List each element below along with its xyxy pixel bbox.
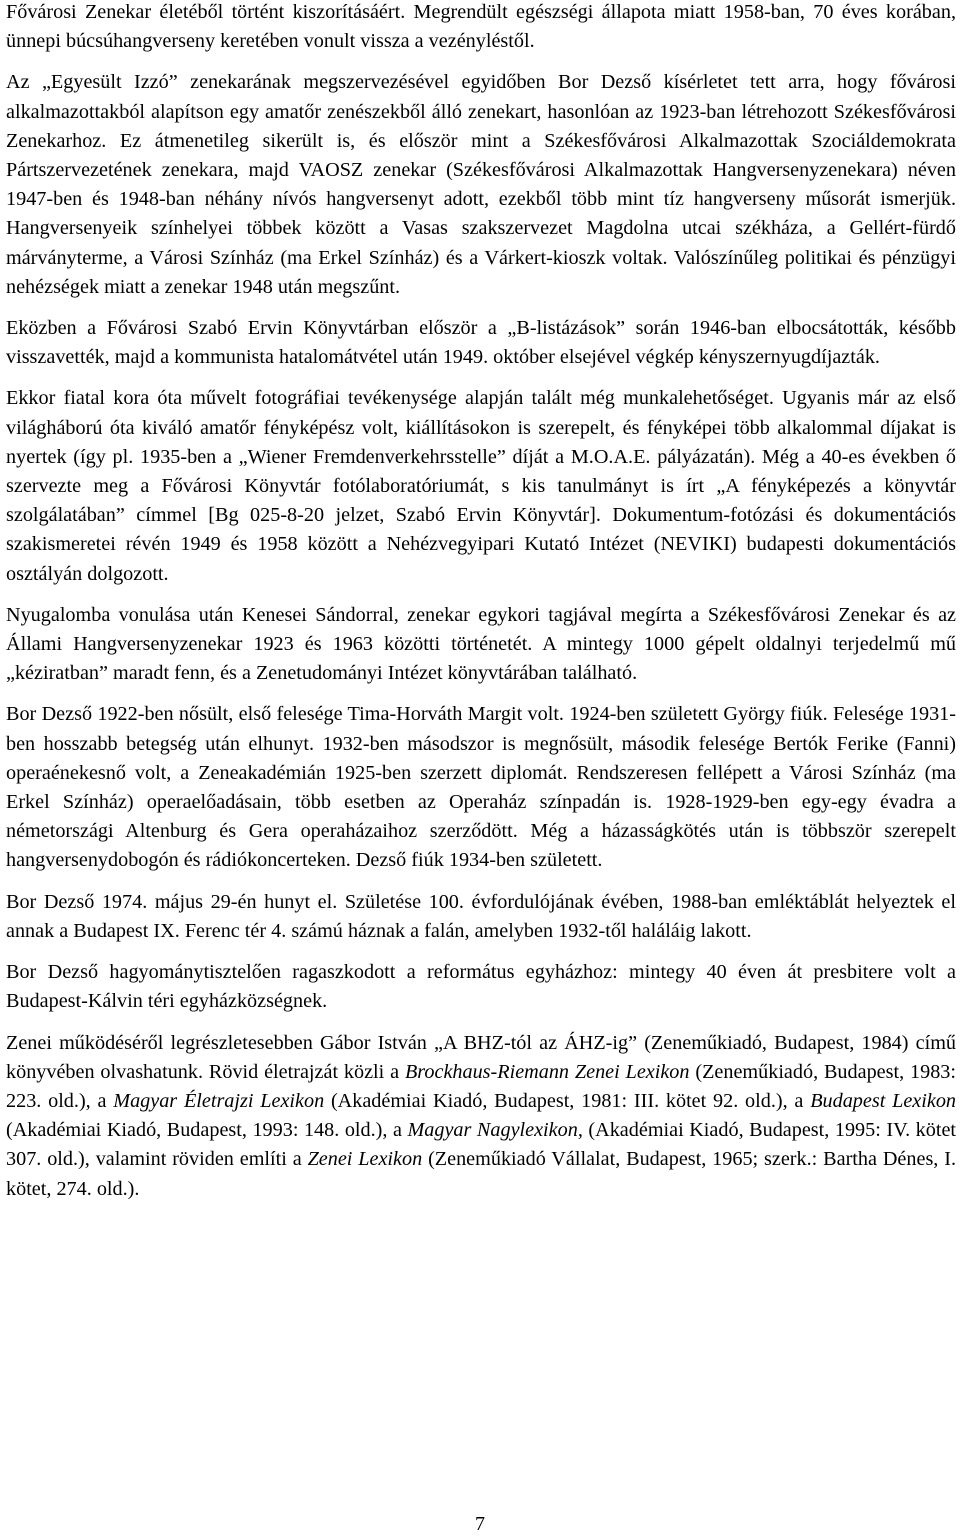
paragraph-orchestra-dismissal: Fővárosi Zenekar életéből történt kiszorításáért. Megrendült egészségi állapota miatt 1958-ban, 70 éves korában, ünnepi búcsúhangverseny keretében vonult vissza a vezényléstől. xyxy=(6,1,956,53)
paragraph-references xyxy=(6,1029,956,1204)
reference-brockhaus-riemann: Brockhaus-Riemann Zenei Lexikon xyxy=(404,1060,690,1083)
reference-magyar-eletrajzi-lexikon: Magyar Életrajzi Lexikon xyxy=(113,1089,325,1112)
references-text-1: Zenei működéséről legrészletesebben Gábor István „A BHZ-tól az ÁHZ-ig” (Zeneműkiadó, Budapest, 1984) című könyvében olvashatunk. Rövid életrajzát közli a xyxy=(6,1031,956,1083)
document-page xyxy=(6,0,956,1216)
references-text-5: (Akadémiai Kiadó, Budapest, 1995: IV. kötet 307. old.), valamint röviden említi a xyxy=(6,1119,957,1171)
references-text-6: (Zeneműkiadó Vállalat, Budapest, 1965; szerk.: Bartha Dénes, I. kötet, 274. old.). xyxy=(6,1148,956,1200)
page-number: 7 xyxy=(475,1513,485,1535)
reference-magyar-nagylexikon: Magyar Nagylexikon, xyxy=(407,1119,583,1142)
reference-zenei-lexikon: Zenei Lexikon xyxy=(307,1148,423,1171)
paragraph-death: Bor Dezső 1974. május 29-én hunyt el. Születése 100. évfordulójának évében, 1988-ban emléktáblát helyeztek el annak a Budapest IX. Ferenc tér 4. számú háznak a falán, amelyben 1932-től haláláig lakott. xyxy=(6,890,956,942)
paragraph-church: Bor Dezső hagyománytisztelően ragaszkodott a református egyházhoz: mintegy 40 éven át presbitere volt a Budapest-Kálvin téri egyházközségnek. xyxy=(6,961,956,1013)
references-text-4: (Akadémiai Kiadó, Budapest, 1993: 148. old.), a xyxy=(6,1119,408,1142)
references-text-2: (Zeneműkiadó, Budapest, 1983: 223. old.), a xyxy=(6,1060,956,1112)
paragraph-orchestra-history: Nyugalomba vonulása után Kenesei Sándorral, zenekar egykori tagjával megírta a Székesfővárosi Zenekar és az Állami Hangversenyzenekar 1923 és 1963 közötti történetét. A mintegy 1000 gépelt oldalnyi terjedelmű mű „kéziratban” maradt fenn, és a Zenetudományi Intézet könyvtárában található. xyxy=(6,603,956,685)
references-text-3: (Akadémiai Kiadó, Budapest, 1981: III. kötet 92. old.), a xyxy=(324,1089,811,1112)
paragraph-family: Bor Dezső 1922-ben nősült, első felesége Tima-Horváth Margit volt. 1924-ben született György fiúk. Felesége 1931-ben hosszabb betegség után elhunyt. 1932-ben másodszor is megnősült, második felesége Bertók Ferike (Fanni) operaénekesnő volt, a Zeneakadémián 1925-ben szerzett diplomát. Rendszeresen fellépett a Városi Színház (ma Erkel Színház) operaelőadásain, több esetben az Operaház színpadán is. 1928-1929-ben egy-egy évadra a németországi Altenburg és Gera operaházaihoz szerződött. Még a házasságkötés után is többször szerepelt hangversenydobogón és rádiókoncerteken. Dezső fiúk 1934-ben született. xyxy=(6,703,956,872)
paragraph-photography: Ekkor fiatal kora óta művelt fotográfiai tevékenysége alapján talált még munkalehetőséget. Ugyanis már az első világháború óta kiváló amatőr fényképész volt, kiállításokon is szerepelt, és fényképei több alkalommal díjakat is nyertek (így pl. 1935-ben a „Wiener Fremdenverkehrsstelle” díját a M.O.A.E. pályázatán). Még a 40-es években ő szervezte meg a Fővárosi Könyvtár fotólaboratóriumát, s kis tanulmányt is írt „A fényképezés a könyvtár szolgálatában” címmel [Bg 025-8-20 jelzet, Szabó Ervin Könyvtár]. Dokumentum-fotózási és dokumentációs szakismeretei révén 1949 és 1958 között a Nehézvegyipari Kutató Intézet (NEVIKI) budapesti dokumentációs osztályán dolgozott. xyxy=(6,387,956,585)
paragraph-library-dismissal: Eközben a Fővárosi Szabó Ervin Könyvtárban először a „B-listázások” során 1946-ban elbocsátották, később visszavették, majd a kommunista hatalomátvétel után 1949. október elsejével végkép kényszernyugdíjazták. xyxy=(6,317,956,369)
reference-budapest-lexikon: Budapest Lexikon xyxy=(810,1089,957,1112)
paragraph-amateur-orchestra: Az „Egyesült Izzó” zenekarának megszervezésével egyidőben Bor Dezső kísérletet tett arra, hogy fővárosi alkalmazottakból alapítson egy amatőr zenészekből álló zenekart, hasonlóan az 1923-ban létrehozott Székesfővárosi Zenekarhoz. Ez átmenetileg sikerült is, és először mint a Székesfővárosi Alkalmazottak Szociáldemokrata Pártszervezetének zenekara, majd VAOSZ zenekar (Székesfővárosi Alkalmazottak Hangversenyzenekara) néven 1947-ben és 1948-ban néhány nívós hangversenyt adott, ezekből több mint tíz hangverseny műsorát ismerjük. Hangversenyeik színhelyei többek között a Vasas szakszervezet Magdolna utcai székháza, a Gellért-fürdő márványterme, a Városi Színház (ma Erkel Színház) és a Várkert-kioszk voltak. Valószínűleg politikai és pénzügyi nehézségek miatt a zenekar 1948 után megszűnt. xyxy=(6,71,956,298)
